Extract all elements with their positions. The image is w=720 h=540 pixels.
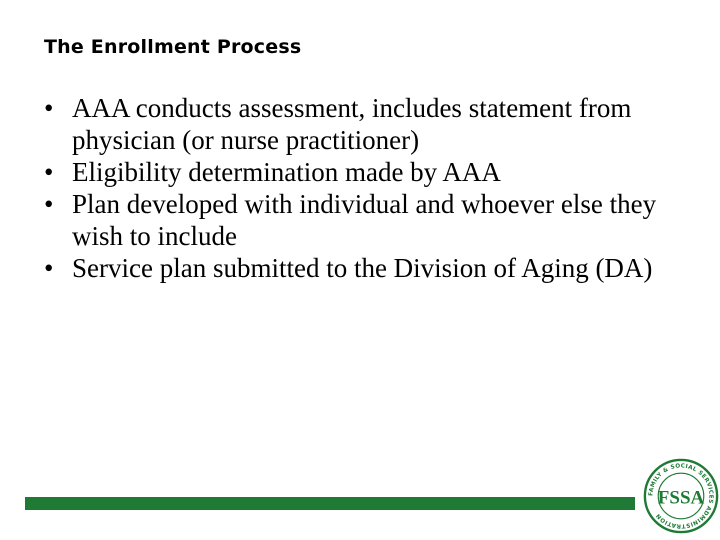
bullet-item — [44, 156, 684, 188]
bullet-text: Plan developed with individual and whoever else they wish to include — [72, 189, 657, 251]
bullet-item — [44, 188, 684, 252]
bullet-text: Eligibility determination made by AAA — [72, 157, 501, 187]
bullet-text: AAA conducts assessment, includes statement from physician (or nurse practitioner) — [72, 93, 632, 155]
bullet-marker: • — [44, 157, 54, 187]
slide-title: The Enrollment Process — [44, 36, 302, 58]
bullet-text: Service plan submitted to the Division of Aging (DA) — [72, 253, 653, 283]
bullet-marker: • — [44, 189, 54, 219]
footer-accent-bar — [25, 497, 635, 510]
bullet-marker: • — [44, 253, 54, 283]
bullet-item — [44, 92, 684, 156]
bullet-list — [44, 92, 684, 284]
logo-letters: FSSA — [657, 487, 705, 509]
bullet-item — [44, 252, 684, 284]
fssa-seal-icon — [643, 458, 719, 534]
logo-ring-text: FAMILY & SOCIAL SERVICES ADMINISTRATION — [648, 463, 714, 529]
bullet-marker: • — [44, 93, 54, 123]
